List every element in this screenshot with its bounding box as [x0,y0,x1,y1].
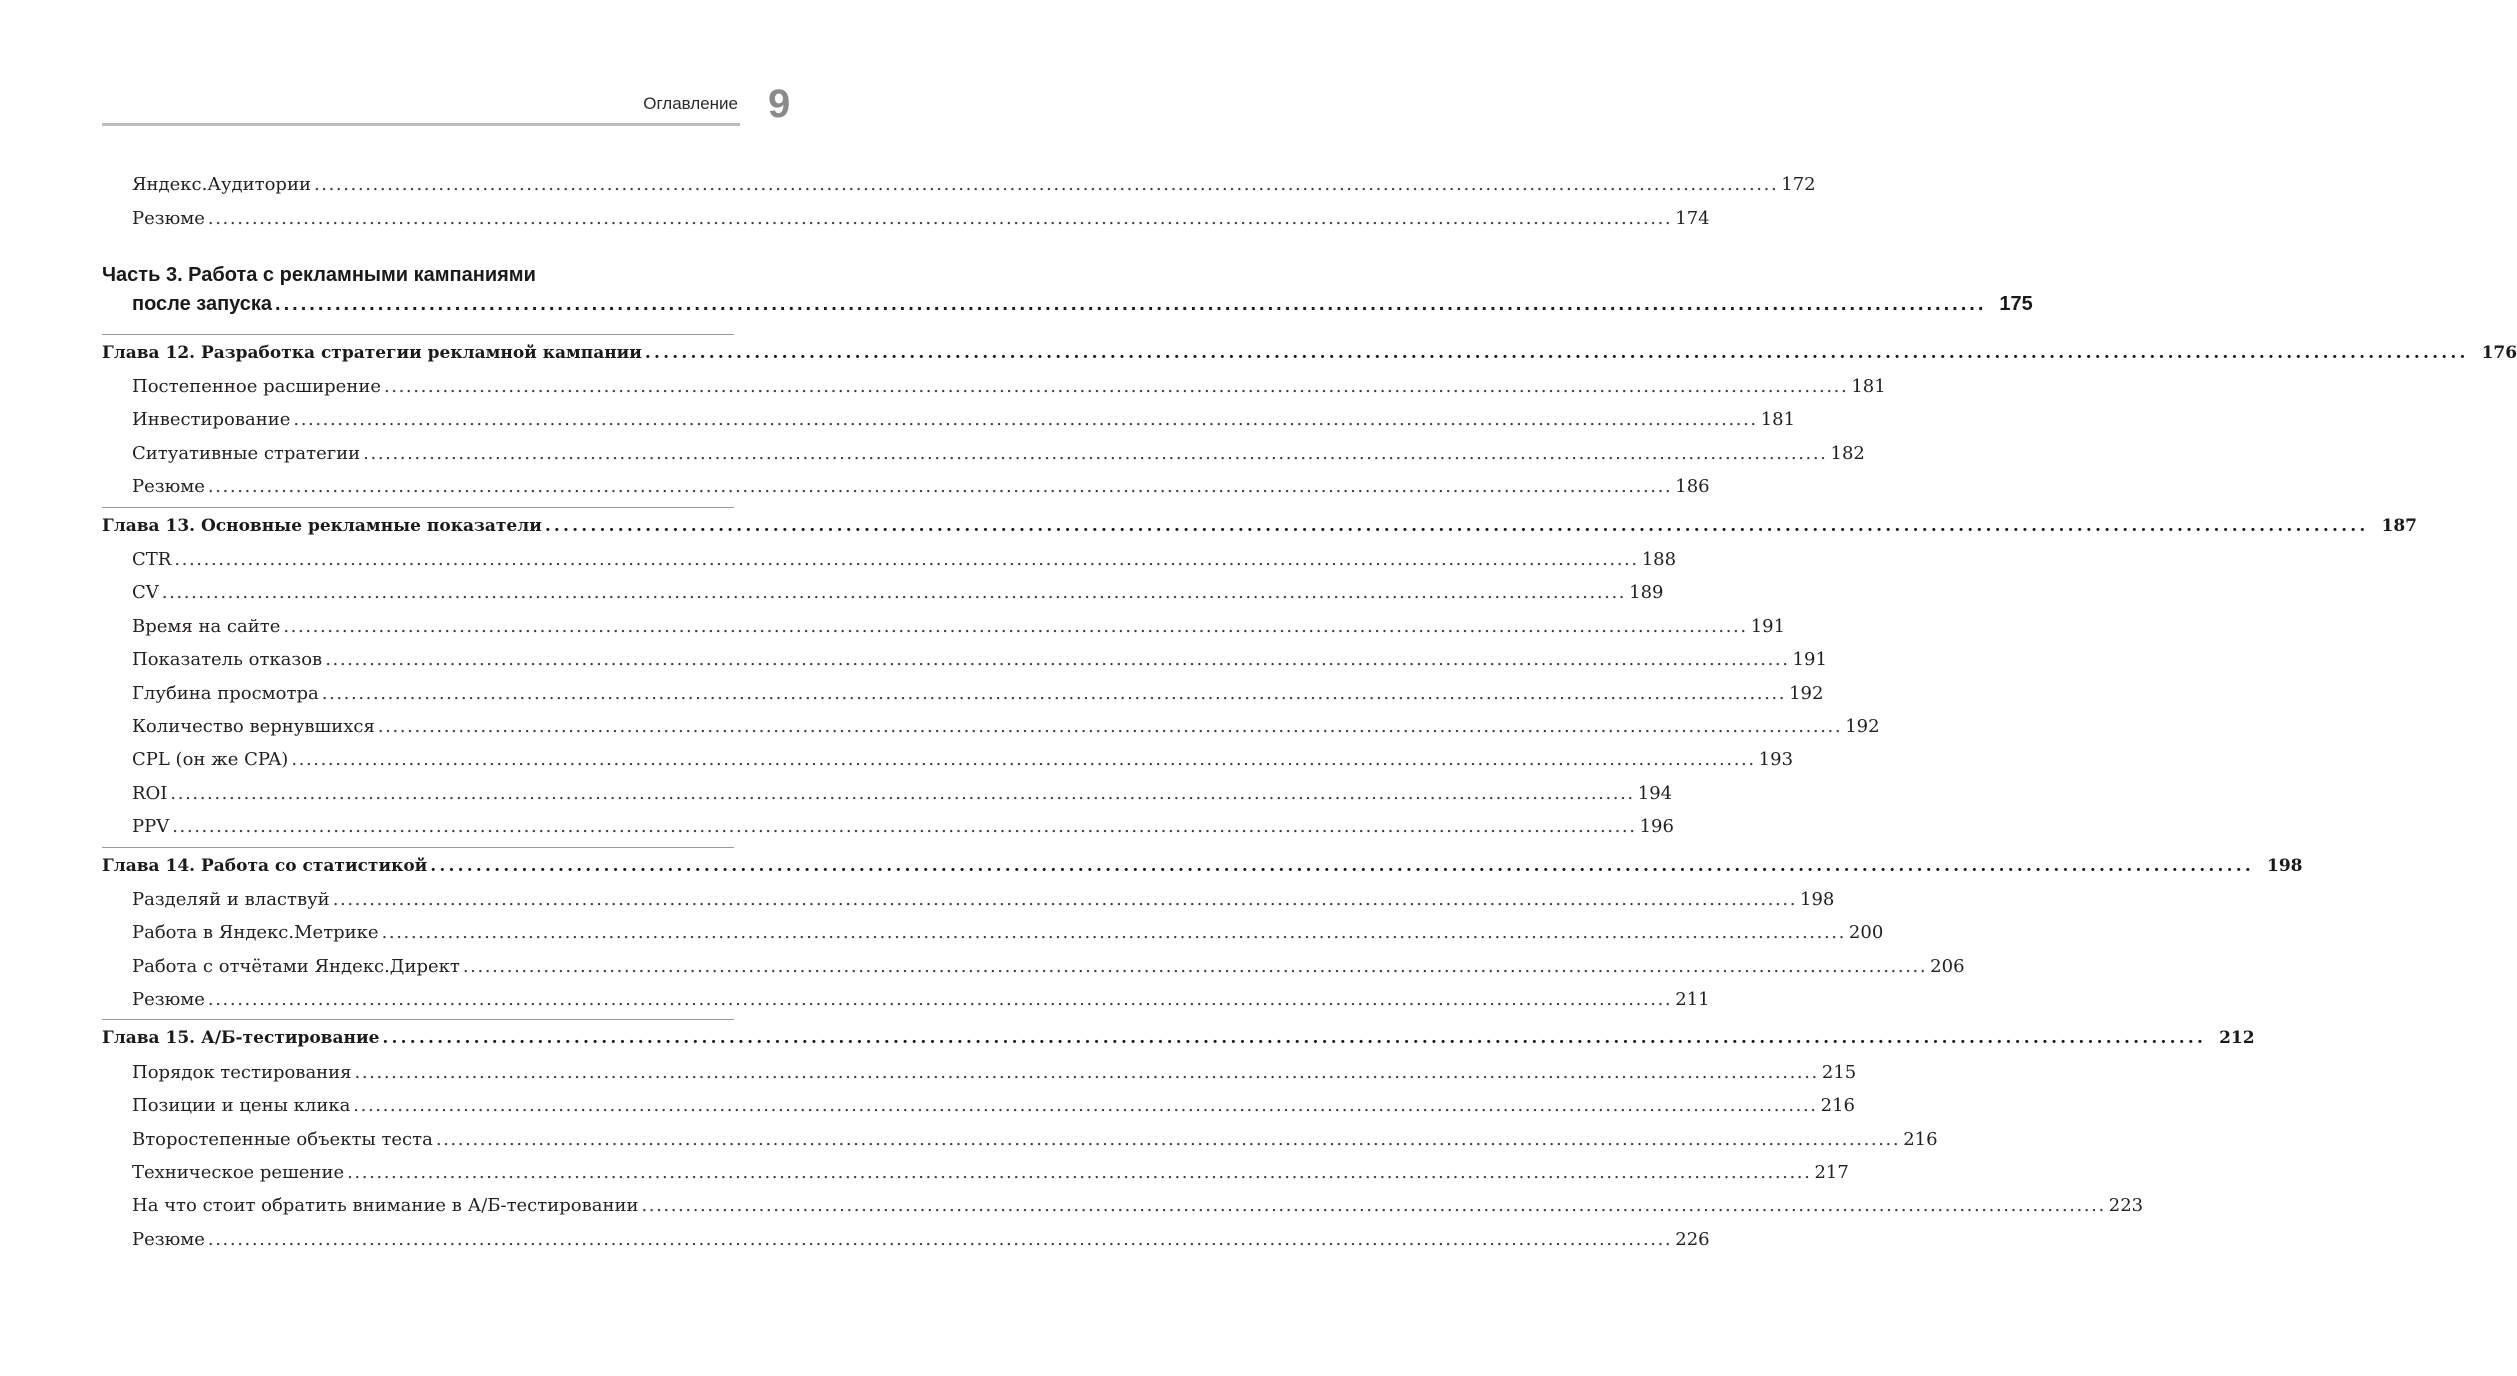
toc-entry-page: 191 [1792,649,1827,670]
toc-entry-title: Резюме [132,476,205,497]
dot-leader: ........................................................................................................................................................................................................ [207,989,1673,1010]
toc-entry-page: 216 [1903,1129,1938,1150]
toc-entry-title: CTR [132,549,172,570]
toc-entry-title: Позиции и цены клика [132,1095,351,1116]
dot-leader: ........................................................................................................................................................................................................ [325,649,1790,670]
dot-leader: ........................................................................................................................................................................................................ [207,476,1673,497]
toc-entry-page: 211 [1675,989,1710,1010]
toc-entry-page: 188 [1641,549,1677,570]
chapter-title: Глава 15. А/Б-тестирование [102,1028,380,1048]
chapter-page: 198 [2267,856,2303,876]
dot-leader: ........................................................................................................................................................................................................ [641,1195,2106,1216]
toc-entry-page: 206 [1930,956,1965,977]
chapter-page: 176 [2481,343,2517,363]
toc-entry-title: Техническое решение [132,1162,345,1183]
toc-entry-page: 215 [1821,1062,1857,1083]
dot-leader: ........................................................................................................................................................................................................ [430,856,2254,876]
dot-leader: ........................................................................................................................................................................................................ [435,1129,1901,1150]
chapter-title: Глава 14. Работа со статистикой [102,856,428,876]
dot-leader: ........................................................................................................................................................................................................ [382,1028,2207,1048]
toc-entry[interactable] [102,443,1865,464]
toc-entry[interactable] [102,1062,1857,1083]
dot-leader: ........................................................................................................................................................................................................ [170,783,1635,804]
dot-leader: ........................................................................................................................................................................................................ [332,889,1798,910]
toc-entry[interactable] [102,582,1664,603]
toc-entry-page: 181 [1851,376,1886,397]
toc-entry[interactable] [102,783,1673,804]
toc-entry-title: Резюме [132,1229,205,1250]
section-divider [102,507,734,508]
toc-entry-title: Работа с отчётами Яндекс.Директ [132,956,460,977]
dot-leader: ........................................................................................................................................................................................................ [291,749,1756,770]
dot-leader: ........................................................................................................................................................................................................ [293,409,1758,430]
toc-entry-title: Разделяй и властвуй [132,889,330,910]
chapter-title: Глава 13. Основные рекламные показатели [102,516,542,536]
dot-leader: ........................................................................................................................................................................................................ [347,1162,1812,1183]
chapter-page: 187 [2381,516,2418,536]
toc-entry-title: Глубина просмотра [132,683,319,704]
toc-entry-page: 193 [1758,749,1794,770]
part-title-line2: после запуска [132,293,273,315]
toc-entry-title: Порядок тестирования [132,1062,352,1083]
chapter-heading[interactable] [102,343,2517,363]
dot-leader: ........................................................................................................................................................................................................ [381,922,1846,943]
dot-leader: ........................................................................................................................................................................................................ [353,1095,1818,1116]
dot-leader: ........................................................................................................................................................................................................ [644,343,2469,363]
toc-entry-title: Показатель отказов [132,649,323,670]
dot-leader: ........................................................................................................................................................................................................ [275,293,1987,315]
running-title: Оглавление [643,94,738,113]
toc-entry-page: 192 [1845,716,1880,737]
section-divider [102,1019,734,1020]
toc-entry-page: 198 [1800,889,1835,910]
toc-entry[interactable] [102,1129,1938,1150]
part-heading-line2[interactable] [102,293,2033,316]
toc-entry[interactable] [102,409,1796,430]
toc-entry[interactable] [102,208,1710,229]
toc-entry-title: Второстепенные объекты теста [132,1129,433,1150]
toc-entry-page: 216 [1820,1095,1855,1116]
toc-entry[interactable] [102,922,1884,943]
toc-entry-page: 181 [1760,409,1796,430]
toc-entry-title: Ситуативные стратегии [132,443,361,464]
toc-entry[interactable] [102,174,1816,195]
toc-entry[interactable] [102,549,1677,570]
toc-entry-page: 172 [1781,174,1816,195]
toc-entry[interactable] [102,376,1886,397]
part-title-line1: Часть 3. Работа с рекламными кампаниями [102,264,536,286]
part-page: 175 [1999,293,2033,315]
toc-entry-title: Инвестирование [132,409,291,430]
dot-leader: ........................................................................................................................................................................................................ [544,516,2369,536]
chapter-heading[interactable] [102,516,2418,536]
dot-leader: ........................................................................................................................................................................................................ [354,1062,1819,1083]
toc-entry-title: Работа в Яндекс.Метрике [132,922,379,943]
dot-leader: ........................................................................................................................................................................................................ [161,582,1627,603]
toc-entry-page: 191 [1750,616,1786,637]
toc-entry-title: Яндекс.Аудитории [132,174,311,195]
toc-entry-page: 186 [1675,476,1710,497]
dot-leader: ........................................................................................................................................................................................................ [207,1229,1673,1250]
toc-entry[interactable] [102,889,1835,910]
toc-entry-page: 226 [1675,1229,1710,1250]
dot-leader: ........................................................................................................................................................................................................ [377,716,1843,737]
toc-entry-title: На что стоит обратить внимание в А/Б-тестировании [132,1195,639,1216]
toc-entry-page: 200 [1848,922,1884,943]
page-number: 9 [768,82,791,126]
dot-leader: ........................................................................................................................................................................................................ [283,616,1748,637]
toc-entry[interactable] [102,1229,1710,1250]
dot-leader: ........................................................................................................................................................................................................ [172,816,1637,837]
toc-entry[interactable] [102,716,1880,737]
dot-leader: ........................................................................................................................................................................................................ [174,549,1639,570]
toc-entry-title: CV [132,582,159,603]
toc-entry[interactable] [102,1162,1849,1183]
dot-leader: ........................................................................................................................................................................................................ [321,683,1787,704]
toc-entry-page: 217 [1814,1162,1849,1183]
toc-entry[interactable] [102,1195,2144,1216]
toc-entry[interactable] [102,616,1786,637]
toc-entry-title: Время на сайте [132,616,281,637]
toc-entry[interactable] [102,476,1710,497]
dot-leader: ........................................................................................................................................................................................................ [462,956,1928,977]
toc-entry[interactable] [102,816,1674,837]
dot-leader: ........................................................................................................................................................................................................ [383,376,1849,397]
toc-entry-title: Количество вернувшихся [132,716,375,737]
chapter-heading[interactable] [102,1028,2255,1048]
toc-entry-title: ROI [132,783,168,804]
toc-entry-title: PPV [132,816,170,837]
toc-entry-page: 182 [1830,443,1865,464]
toc-entry[interactable] [102,956,1965,977]
section-divider [102,847,734,848]
toc-entry[interactable] [102,649,1827,670]
dot-leader: ........................................................................................................................................................................................................ [207,208,1673,229]
dot-leader: ........................................................................................................................................................................................................ [363,443,1828,464]
dot-leader: ........................................................................................................................................................................................................ [313,174,1779,195]
toc-entry-title: Постепенное расширение [132,376,381,397]
toc-entry[interactable] [102,683,1824,704]
toc-entry-page: 189 [1629,582,1664,603]
toc-entry-title: Резюме [132,208,205,229]
header-rule [102,123,740,126]
toc-entry-page: 194 [1637,783,1673,804]
chapter-heading[interactable] [102,856,2303,876]
toc-entry-page: 192 [1789,683,1824,704]
toc-entry-page: 223 [2108,1195,2144,1216]
part-heading[interactable] [102,264,734,287]
section-divider [102,334,734,335]
toc-entry-page: 196 [1639,816,1674,837]
toc-entry-page: 174 [1675,208,1710,229]
running-head [102,82,802,128]
toc-entry-title: Резюме [132,989,205,1010]
toc-entry[interactable] [102,749,1794,770]
chapter-page: 212 [2219,1028,2255,1048]
toc-entry[interactable] [102,1095,1855,1116]
chapter-title: Глава 12. Разработка стратегии рекламной кампании [102,343,642,363]
toc-entry-title: CPL (он же CPA) [132,749,289,770]
toc-entry[interactable] [102,989,1710,1010]
